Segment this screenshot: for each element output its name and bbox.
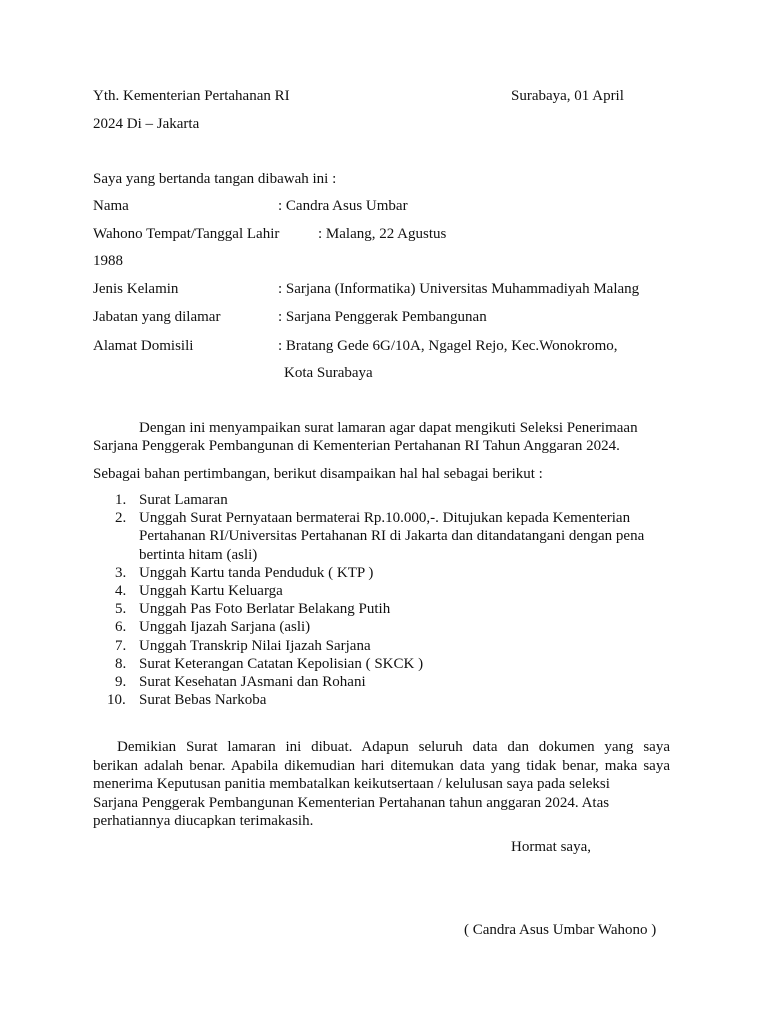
list-item-number: 9. [115, 674, 127, 691]
body-paragraph-1-line-2: Sarjana Penggerak Pembangunan di Kementerian Pertahanan RI Tahun Anggaran 2024. [93, 438, 620, 454]
list-item-text: Surat Keterangan Catatan Kepolisian ( SKCK ) [139, 655, 424, 672]
jenis-kelamin-value: : Sarjana (Informatika) Universitas Muhammadiyah Malang [278, 281, 640, 297]
date-line: Surabaya, 01 April [511, 88, 624, 104]
list-item [93, 637, 683, 655]
body-paragraph-2: Sebagai bahan pertimbangan, berikut disampaikan hal hal sebagai berikut : [93, 466, 543, 482]
list-item-text: Unggah Ijazah Sarjana (asli) [139, 619, 311, 636]
list-item-text: Surat Bebas Narkoba [139, 692, 267, 709]
alamat-value: : Bratang Gede 6G/10A, Ngagel Rejo, Kec.Wonokromo, [278, 338, 618, 354]
closing-line-4: Sarjana Penggerak Pembangunan Kementerian Pertahanan tahun anggaran 2024. Atas [93, 794, 610, 811]
ttl-value: : Malang, 22 Agustus [318, 226, 447, 242]
list-item [93, 691, 683, 709]
jabatan-value: : Sarjana Penggerak Pembangunan [278, 309, 487, 325]
list-item-number: 8. [115, 655, 127, 672]
list-item-number: 10. [107, 692, 126, 709]
list-item-text: Unggah Surat Pernyataan bermaterai Rp.10.000,-. Ditujukan kepada Kementerian Pertahanan RI/Universitas Pertahanan RI di Jakarta dan ditandatangani dengan pena bertinta hitam (asli) [139, 510, 645, 563]
list-item [93, 564, 683, 582]
list-item-number: 5. [115, 601, 127, 618]
list-item-number: 1. [115, 492, 127, 508]
recipient-line-1: Yth. Kementerian Pertahanan RI [93, 88, 290, 104]
list-item [93, 582, 683, 600]
alamat-continuation: Kota Surabaya [284, 365, 373, 381]
list-item [93, 491, 683, 509]
recipient-line-2: 2024 Di – Jakarta [93, 116, 200, 132]
jabatan-label: Jabatan yang dilamar [93, 309, 221, 325]
list-item [93, 618, 683, 636]
list-item-number: 2. [115, 510, 127, 527]
jenis-kelamin-label: Jenis Kelamin [93, 281, 179, 297]
list-item-number: 6. [115, 619, 127, 636]
list-item-text: Unggah Kartu tanda Penduduk ( KTP ) [139, 564, 374, 581]
closing-line-3: menerima Keputusan panitia membatalkan keikutsertaan / kelulusan saya pada seleksi [93, 776, 610, 792]
signatory-name: ( Candra Asus Umbar Wahono ) [464, 922, 657, 938]
list-item-text: Unggah Kartu Keluarga [139, 583, 283, 600]
list-item-text: Unggah Transkrip Nilai Ijazah Sarjana [139, 637, 371, 654]
list-item-number: 7. [115, 637, 127, 654]
list-item-number: 4. [115, 583, 127, 600]
list-item [93, 655, 683, 673]
list-item-number: 3. [115, 564, 127, 581]
nama-label: Nama [93, 198, 129, 214]
closing-paragraph [93, 738, 670, 831]
ttl-continuation: 1988 [93, 253, 123, 269]
list-item [93, 600, 683, 618]
list-item [93, 509, 683, 564]
list-item-text: Surat Kesehatan JAsmani dan Rohani [139, 674, 366, 691]
intro-text: Saya yang bertanda tangan dibawah ini : [93, 171, 337, 187]
closing-greeting: Hormat saya, [511, 839, 591, 855]
body-paragraph-1-line-1: Dengan ini menyampaikan surat lamaran agar dapat mengikuti Seleksi Penerimaan [139, 420, 638, 436]
ttl-label: Wahono Tempat/Tanggal Lahir [93, 226, 280, 242]
nama-value: : Candra Asus Umbar [278, 198, 408, 214]
closing-line-5: perhatiannya diucapkan terimakasih. [93, 813, 314, 829]
closing-line-2: berikan adalah benar. Apabila dikemudian hari ditemukan data yang tidak benar, maka saya [93, 757, 670, 774]
closing-line-1: Demikian Surat lamaran ini dibuat. Adapun seluruh data dan dokumen yang saya [117, 739, 670, 755]
document-list [93, 491, 683, 709]
list-item [93, 673, 683, 691]
alamat-label: Alamat Domisili [93, 338, 194, 354]
list-item-text: Unggah Pas Foto Berlatar Belakang Putih [139, 601, 391, 618]
list-item-text: Surat Lamaran [139, 492, 228, 508]
